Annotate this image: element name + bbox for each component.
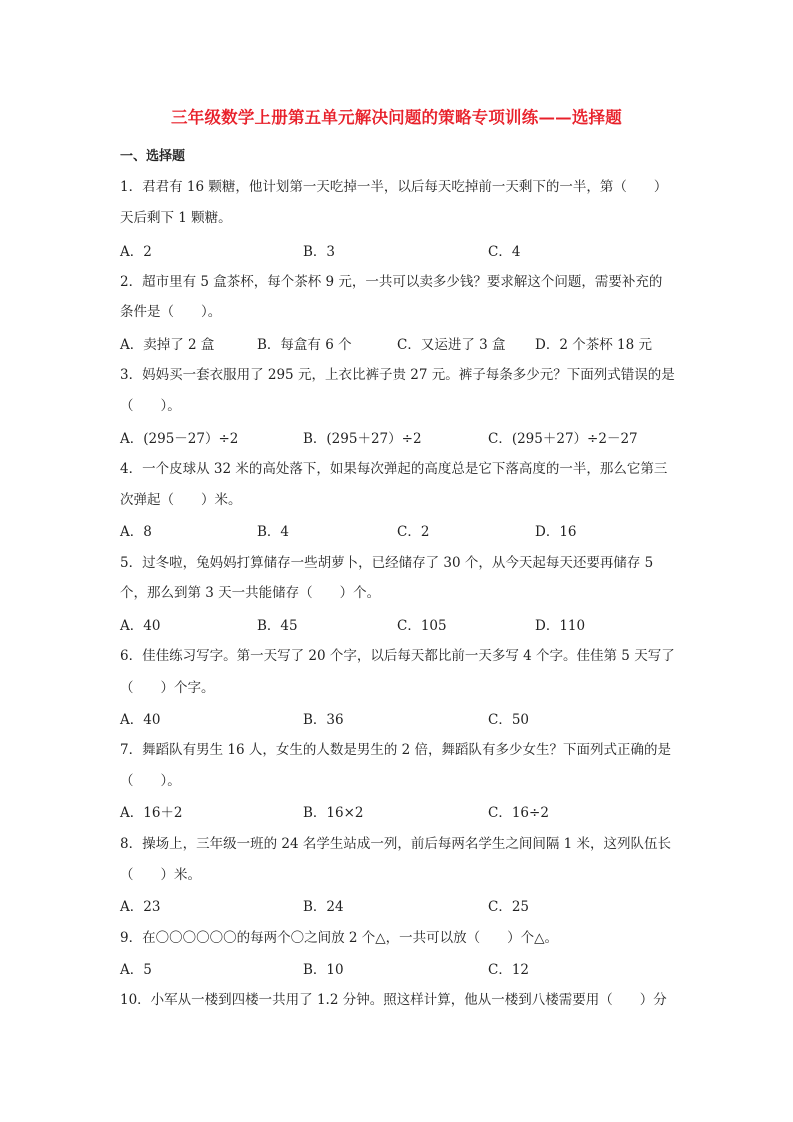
- question-9-line-1: 9．在〇〇〇〇〇〇的每两个〇之间放 2 个△，一共可以放（ ）个△。: [120, 930, 559, 946]
- question-6-options: [120, 708, 720, 728]
- option-a: A．16＋2: [120, 805, 183, 821]
- option-b: B．每盒有 6 个: [257, 337, 352, 353]
- option-b: B．36: [303, 712, 344, 728]
- option-b: B．4: [257, 524, 290, 540]
- document-title: 三年级数学上册第五单元解决问题的策略专项训练——选择题: [171, 108, 622, 127]
- question-2-line-2: 条件是（ ）。: [120, 304, 222, 320]
- option-d: D．16: [535, 524, 577, 540]
- question-7-line-2: （ ）。: [120, 773, 181, 789]
- question-8-line-2: （ ）米。: [120, 867, 201, 883]
- question-7-line-1: 7．舞蹈队有男生 16 人，女生的人数是男生的 2 倍，舞蹈队有多少女生？下面列式正确的是: [120, 742, 672, 758]
- question-7-options: [120, 801, 720, 821]
- question-2-options: [120, 333, 720, 353]
- option-a: A．2: [120, 244, 152, 260]
- question-10-line-1: 10．小军从一楼到四楼一共用了 1.2 分钟。照这样计算，他从一楼到八楼需要用（ ）分: [120, 992, 667, 1008]
- question-5-options: [120, 614, 720, 634]
- question-6-line-2: （ ）个字。: [120, 680, 215, 696]
- question-8-options: [120, 895, 720, 915]
- question-6-line-1: 6．佳佳练习写字。第一天写了 20 个字，以后每天都比前一天多写 4 个字。佳佳第 5 天写了: [120, 648, 675, 664]
- option-a: A．40: [120, 712, 161, 728]
- question-2-line-1: 2．超市里有 5 盒茶杯，每个茶杯 9 元，一共可以卖多少钱？要求解这个问题，需要补充的: [120, 274, 663, 290]
- option-b: B．3: [303, 244, 336, 260]
- question-3-line-1: 3．妈妈买一套衣服用了 295 元，上衣比裤子贵 27 元。裤子每条多少元？下面列式错误的是: [120, 367, 675, 383]
- option-c: C．50: [488, 712, 530, 728]
- option-a: A．8: [120, 524, 152, 540]
- question-4-options: [120, 520, 720, 540]
- option-d: D．2 个茶杯 18 元: [535, 337, 652, 353]
- question-9-options: [120, 958, 720, 978]
- option-c: C．(295＋27）÷2－27: [488, 431, 638, 447]
- option-a: A．40: [120, 618, 161, 634]
- option-a: A．(295－27）÷2: [120, 431, 239, 447]
- question-1-line-2: 天后剩下 1 颗糖。: [120, 210, 232, 226]
- question-3-line-2: （ ）。: [120, 398, 181, 414]
- option-b: B．16×2: [303, 805, 364, 821]
- option-c: C．2: [397, 524, 430, 540]
- option-b: B．(295＋27）÷2: [303, 431, 422, 447]
- question-4-line-1: 4．一个皮球从 32 米的高处落下，如果每次弹起的高度总是它下落高度的一半，那么它第三: [120, 461, 668, 477]
- question-4-line-2: 次弹起（ ）米。: [120, 492, 242, 508]
- option-a: A．23: [120, 899, 161, 915]
- option-a: A．5: [120, 962, 152, 978]
- option-c: C．16÷2: [488, 805, 549, 821]
- option-c: C．105: [397, 618, 447, 634]
- question-5-line-1: 5．过冬啦，兔妈妈打算储存一些胡萝卜，已经储存了 30 个，从今天起每天还要再储存 5: [120, 555, 654, 571]
- question-1-options: [120, 240, 720, 260]
- section-heading: 一、选择题: [120, 149, 186, 164]
- option-b: B．24: [303, 899, 344, 915]
- question-8-line-1: 8．操场上，三年级一班的 24 名学生站成一列，前后每两名学生之间间隔 1 米，这列队伍长: [120, 836, 672, 852]
- question-5-line-2: 个，那么到第 3 天一共能储存（ ）个。: [120, 585, 381, 601]
- question-1-line-1: 1．君君有 16 颗糖，他计划第一天吃掉一半，以后每天吃掉前一天剩下的一半，第（ ）: [120, 179, 668, 195]
- option-c: C．4: [488, 244, 521, 260]
- option-b: B．45: [257, 618, 298, 634]
- question-3-options: [120, 427, 720, 447]
- option-a: A．卖掉了 2 盒: [120, 337, 215, 353]
- option-d: D．110: [535, 618, 586, 634]
- option-c: C．又运进了 3 盒: [397, 337, 506, 353]
- option-c: C．25: [488, 899, 530, 915]
- option-c: C．12: [488, 962, 530, 978]
- option-b: B．10: [303, 962, 344, 978]
